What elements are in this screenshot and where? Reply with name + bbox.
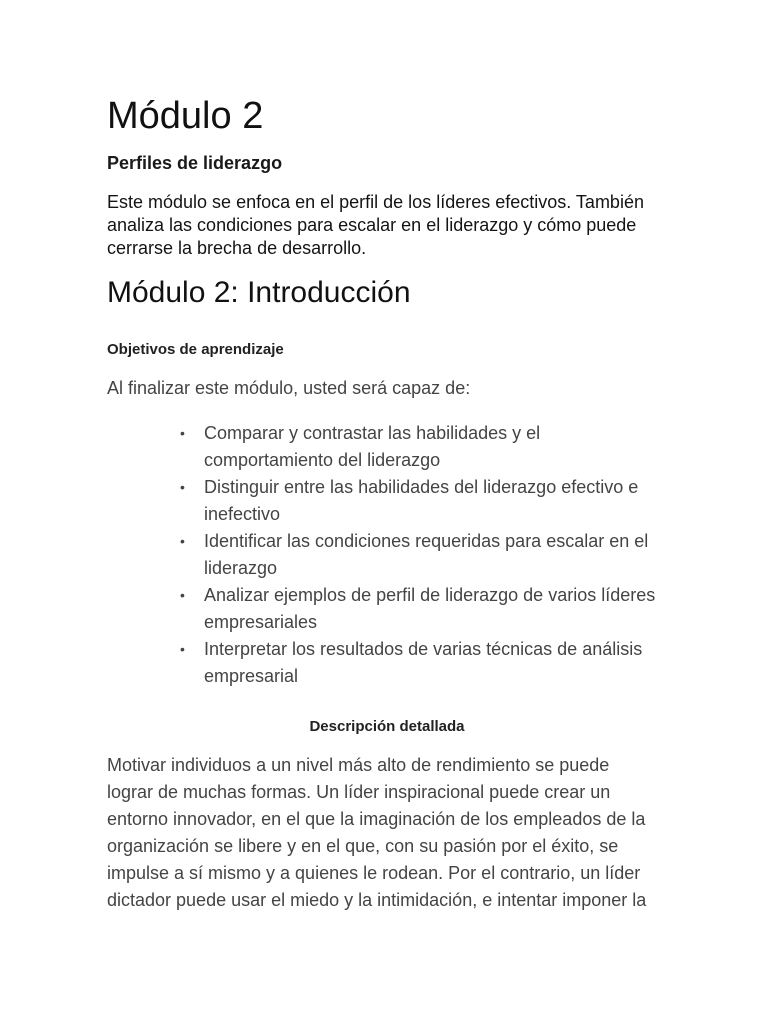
detail-paragraph: Motivar individuos a un nivel más alto de rendimiento se puede lograr de muchas formas. Un líder inspiracional puede crear un entorno innovador, en el que la imaginación de los empleados de la organización se libere y en el que, con su pasión por el éxito, se impulse a sí mismo y a quienes le rodean. Por el contrario, un líder dictador puede usar el miedo y la intimidación, e intentar imponer la [107,755,647,910]
objectives-list [180,420,664,690]
bullet-icon: • [180,641,185,657]
bullet-icon: • [180,533,185,549]
objectives-heading: Objetivos de aprendizaje [107,341,284,358]
list-item-text: Analizar ejemplos de perfil de liderazgo de varios líderes empresariales [204,585,656,632]
list-item [180,582,664,636]
list-item [180,636,664,690]
list-item [180,528,664,582]
bullet-icon: • [180,587,185,603]
module-subtitle: Perfiles de liderazgo [107,153,283,173]
list-item-text: Comparar y contrastar las habilidades y el comportamiento del liderazgo [204,423,541,470]
bullet-icon: • [180,479,185,495]
objectives-lead: Al finalizar este módulo, usted será capaz de: [107,378,471,398]
intro-paragraph: Este módulo se enfoca en el perfil de los líderes efectivos. También analiza las condiciones para escalar en el liderazgo y cómo puede cerrarse la brecha de desarrollo. [107,192,644,258]
list-item-text: Distinguir entre las habilidades del liderazgo efectivo e inefectivo [204,477,639,524]
section-title: Módulo 2: Introducción [107,276,411,309]
list-item-text: Interpretar los resultados de varias técnicas de análisis empresarial [204,639,643,686]
page-title: Módulo 2 [107,95,264,137]
list-item [180,474,664,528]
detail-heading: Descripción detallada [309,718,465,735]
bullet-icon: • [180,425,185,441]
list-item [180,420,664,474]
list-item-text: Identificar las condiciones requeridas para escalar en el liderazgo [204,531,649,578]
